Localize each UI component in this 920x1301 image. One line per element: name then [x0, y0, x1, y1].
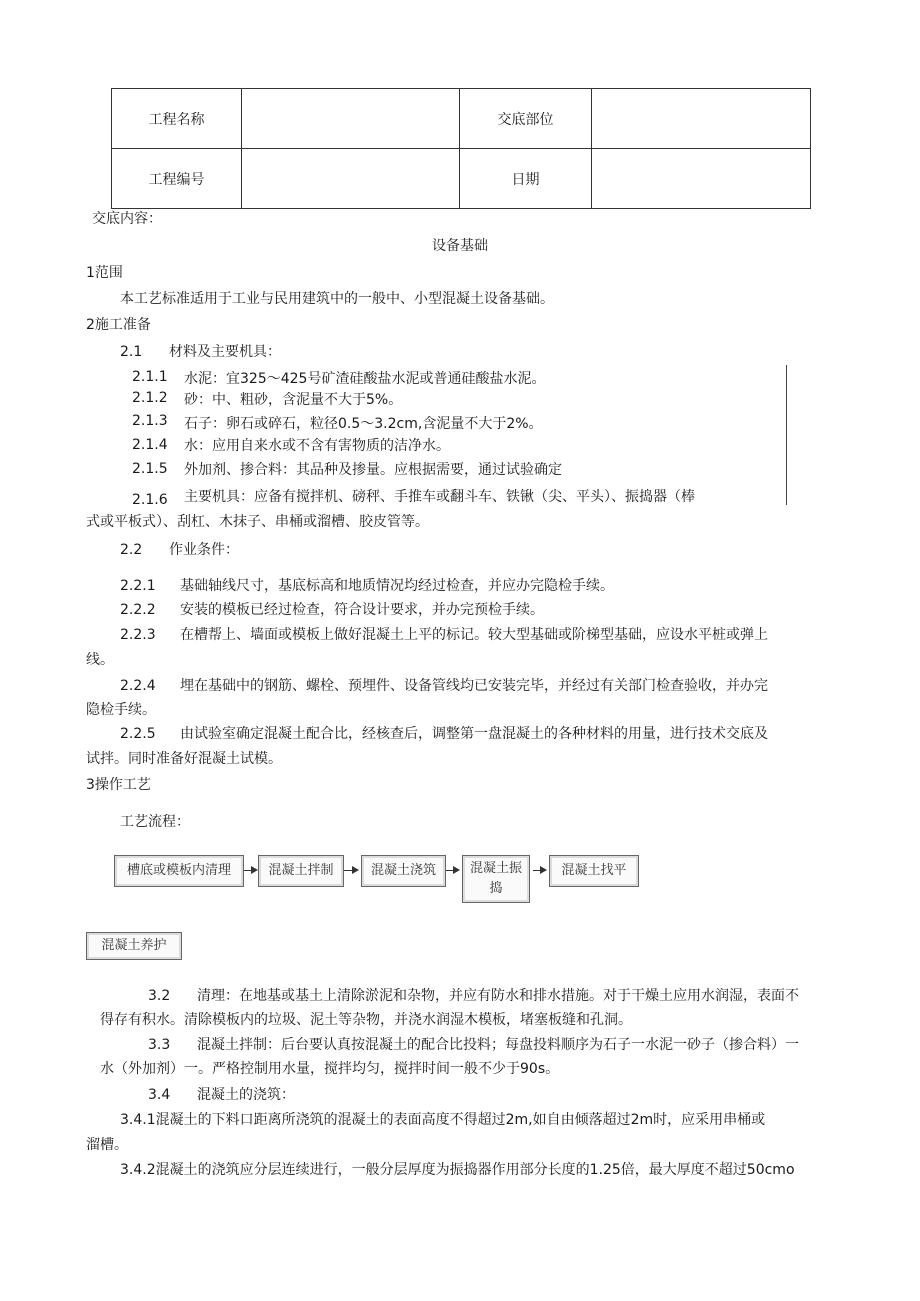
item-text-continued: 线。	[86, 652, 114, 668]
item-text: 砂：中、粗砂，含泥量不大于5%。	[184, 392, 403, 408]
section-3-4-1-text-continued: 溜槽。	[86, 1137, 128, 1153]
section-3-2-text: 清理：在地基或基土上清除淤泥和杂物，并应有防水和排水措施。对于干燥土应用水润湿，表面不	[197, 988, 799, 1004]
section-2-2-number: 2.2	[120, 542, 143, 558]
project-no-field[interactable]	[242, 149, 460, 209]
section-1-heading: 1范围	[86, 265, 123, 281]
project-no-label: 工程编号	[112, 149, 242, 209]
section-2-2-title: 作业条件：	[169, 542, 239, 558]
section-3-4-1-text: 3.4.1混凝土的下料口距离所浇筑的混凝土的表面高度不得超过2m,如自由倾落超过2m时，应采用串桶或	[120, 1112, 766, 1128]
section-3-4-number: 3.4	[148, 1087, 171, 1103]
item-number: 2.1.2	[132, 390, 168, 406]
flow-arrow	[446, 870, 458, 871]
item-text: 石子：卵石或碎石，粒径0.5～3.2cm,含泥量不大于2%。	[184, 416, 543, 432]
flow-arrow	[244, 870, 256, 871]
date-label: 日期	[460, 149, 592, 209]
section-2-1-number: 2.1	[120, 344, 143, 360]
document-title: 设备基础	[432, 238, 488, 254]
item-text: 埋在基础中的钢筋、螺栓、预埋件、设备管线均已安装完毕，并经过有关部门检查验收，并办完	[180, 678, 768, 694]
item-number: 2.1.6	[132, 492, 168, 508]
item-number: 2.2.2	[120, 602, 156, 618]
item-number: 2.2.3	[120, 627, 156, 643]
flow-label: 工艺流程：	[120, 814, 190, 830]
item-number: 2.2.5	[120, 726, 156, 742]
item-text: 基础轴线尺寸，基底标高和地质情况均经过检查，并应办完隐检手续。	[180, 578, 614, 594]
item-text: 由试验室确定混凝土配合比，经核查后，调整第一盘混凝土的各种材料的用量，进行技术交底及	[180, 726, 768, 742]
item-number: 2.2.4	[120, 678, 156, 694]
section-3-4-title: 混凝土的浇筑：	[197, 1087, 295, 1103]
date-field[interactable]	[592, 149, 811, 209]
project-name-field[interactable]	[242, 89, 460, 149]
flow-step: 混凝土养护	[86, 932, 182, 960]
flow-arrow	[533, 870, 545, 871]
item-number: 2.1.4	[132, 437, 168, 453]
flow-step: 混凝土拌制	[258, 855, 344, 887]
margin-rule	[786, 365, 787, 505]
handover-part-label: 交底部位	[460, 89, 592, 149]
item-number: 2.1.5	[132, 461, 168, 477]
handover-part-field[interactable]	[592, 89, 811, 149]
section-3-4-2-text: 3.4.2混凝土的浇筑应分层连续进行，一般分层厚度为振捣器作用部分长度的1.25倍，最大厚度不超过50cmo	[120, 1162, 795, 1178]
item-text-continued: 试拌。同时准备好混凝土试模。	[86, 751, 282, 767]
flow-step: 混凝土找平	[549, 855, 639, 887]
section-2-1-title: 材料及主要机具：	[169, 344, 281, 360]
content-label: 交底内容：	[92, 211, 162, 227]
section-3-2-text-continued: 得存有积水。清除模板内的垃圾、泥土等杂物，并浇水润湿木模板，堵塞板缝和孔洞。	[100, 1012, 632, 1028]
project-name-label: 工程名称	[112, 89, 242, 149]
item-number: 2.1.3	[132, 413, 168, 429]
section-3-3-text-continued: 水（外加剂）一。严格控制用水量，搅拌均匀，搅拌时间一般不少于90s。	[100, 1061, 560, 1077]
item-text: 安装的模板已经过检查，符合设计要求，并办完预检手续。	[180, 602, 544, 618]
section-2-heading: 2施工准备	[86, 317, 151, 333]
flow-step: 槽底或模板内清理	[114, 855, 244, 887]
item-text: 水泥：宜325～425号矿渣硅酸盐水泥或普通硅酸盐水泥。	[184, 371, 546, 387]
item-text-continued: 隐检手续。	[86, 702, 156, 718]
section-3-3-number: 3.3	[148, 1037, 171, 1053]
item-text: 外加剂、掺合料：其品种及掺量。应根据需要，通过试验确定	[184, 462, 562, 478]
item-number: 2.2.1	[120, 578, 156, 594]
item-text: 水：应用自来水或不含有害物质的洁净水。	[184, 438, 450, 454]
section-3-2-number: 3.2	[148, 988, 171, 1004]
section-3-heading: 3操作工艺	[86, 777, 151, 793]
item-text: 在槽帮上、墙面或模板上做好混凝土上平的标记。较大型基础或阶梯型基础，应设水平桩或弹上	[180, 627, 768, 643]
item-text-continued: 式或平板式）、刮杠、木抹子、串桶或溜槽、胶皮管等。	[86, 514, 429, 530]
item-number: 2.1.1	[132, 369, 168, 385]
section-3-3-text: 混凝土拌制：后台要认真按混凝土的配合比投料；每盘投料顺序为石子一水泥一砂子（掺合料）一	[197, 1037, 799, 1053]
flow-arrow	[344, 870, 357, 871]
flow-step: 混凝土振捣	[462, 855, 530, 903]
item-text: 主要机具：应备有搅拌机、磅秤、手推车或翻斗车、铁锹（尖、平头）、振捣器（棒	[184, 489, 695, 505]
flow-step: 混凝土浇筑	[361, 855, 446, 887]
header-table	[111, 88, 811, 209]
section-1-text: 本工艺标准适用于工业与民用建筑中的一般中、小型混凝土设备基础。	[120, 291, 554, 307]
